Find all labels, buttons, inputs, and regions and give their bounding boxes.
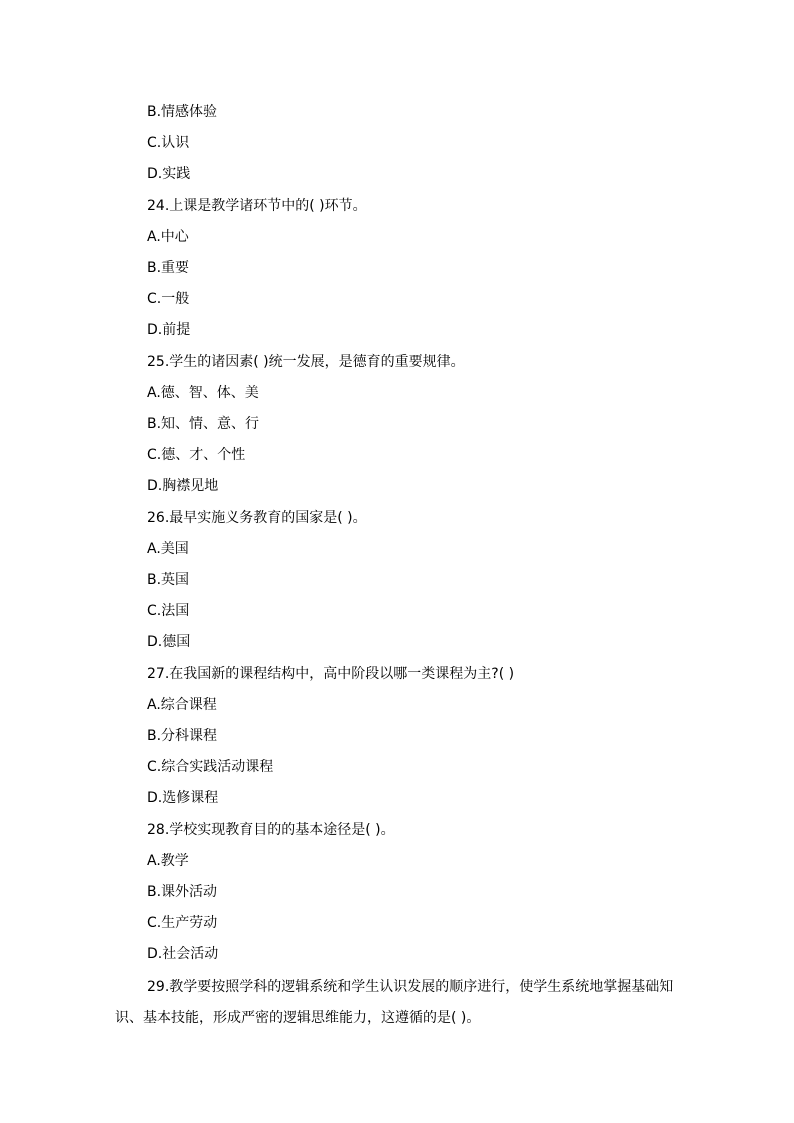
option-a-q26: A.美国 (147, 541, 189, 557)
option-b-q27: B.分科课程 (147, 728, 218, 744)
question-28: 28.学校实现教育目的的基本途径是( )。 (147, 822, 395, 838)
option-d-q28: D.社会活动 (147, 946, 219, 962)
option-b-q25: B.知、情、意、行 (147, 416, 260, 432)
option-b-q26: B.英国 (147, 572, 190, 588)
option-d-q24: D.前提 (147, 322, 191, 338)
option-d-q27: D.选修课程 (147, 790, 219, 806)
option-b-q23: B.情感体验 (147, 104, 218, 120)
option-c-q25: C.德、才、个性 (147, 447, 246, 463)
option-c-q23: C.认识 (147, 135, 190, 151)
question-26: 26.最早实施义务教育的国家是( )。 (147, 510, 367, 526)
question-27: 27.在我国新的课程结构中，高中阶段以哪一类课程为主?( ) (147, 666, 515, 682)
option-c-q27: C.综合实践活动课程 (147, 759, 274, 775)
question-29: 29.教学要按照学科的逻辑系统和学生认识发展的顺序进行，使学生系统地掌握基础知识、基本技能，形成严密的逻辑思维能力，这遵循的是( )。 (115, 979, 674, 1026)
option-a-q24: A.中心 (147, 229, 189, 245)
question-25: 25.学生的诸因素( )统一发展，是德育的重要规律。 (147, 354, 465, 370)
option-c-q24: C.一般 (147, 291, 190, 307)
option-d-q25: D.胸襟见地 (147, 478, 219, 494)
option-d-q26: D.德国 (147, 634, 191, 650)
option-a-q25: A.德、智、体、美 (147, 385, 259, 401)
option-d-q23: D.实践 (147, 166, 191, 182)
option-c-q26: C.法国 (147, 603, 190, 619)
option-b-q24: B.重要 (147, 260, 190, 276)
option-a-q28: A.教学 (147, 853, 189, 869)
option-c-q28: C.生产劳动 (147, 915, 218, 931)
option-b-q28: B.课外活动 (147, 884, 218, 900)
option-a-q27: A.综合课程 (147, 697, 217, 713)
question-24: 24.上课是教学诸环节中的( )环节。 (147, 198, 367, 214)
